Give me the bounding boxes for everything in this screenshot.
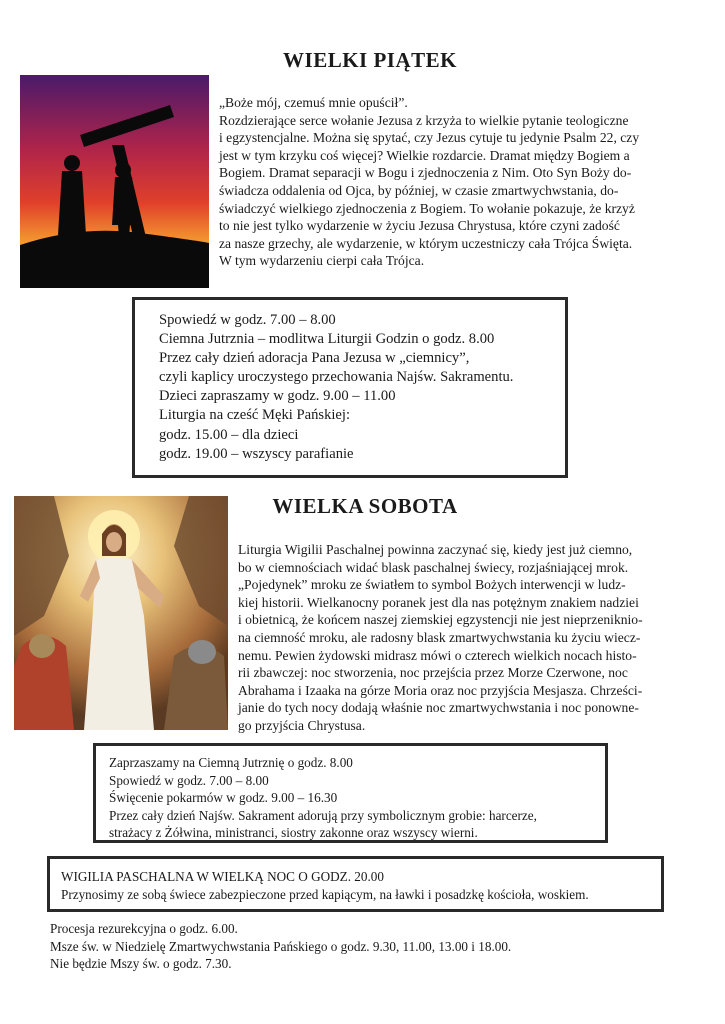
friday-para-line: za nasze grzechy, ale wydarzenie, w którym uczestniczy cała Trójca Święta. bbox=[219, 235, 633, 251]
saturday-para-line: go przyjścia Chrystusa. bbox=[238, 717, 366, 733]
saturday-para-line: janie do tych nocy dodają właśnie noc zmartwychwstania i noc ponowne- bbox=[238, 700, 639, 716]
schedule-line: godz. 19.00 – wszyscy parafianie bbox=[159, 445, 354, 462]
vigil-box bbox=[47, 856, 664, 912]
friday-para-line: świadcza oddalenia od Ojca, by później, w czasie zmartwychwstania, do- bbox=[219, 182, 619, 198]
schedule-line: Spowiedź w godz. 7.00 – 8.00 bbox=[159, 312, 336, 328]
friday-para-line: i egzystencjalne. Można się spytać, czy Jezus cytuje tu jedynie Psalm 22, czy bbox=[219, 130, 640, 146]
friday-para-line: Bogiem. Dramat separacji w Bogu i zjednoczenia z Nim. Oto Syn Boży do- bbox=[219, 165, 632, 181]
crucifixion-image bbox=[20, 75, 209, 288]
sunday-line: Nie będzie Mszy św. o godz. 7.30. bbox=[50, 956, 232, 971]
schedule-line: czyli kaplicy uroczystego przechowania Najśw. Sakramentu. bbox=[159, 369, 514, 386]
saturday-para-line: kiej historii. Wielkanocny poranek jest dla nas potężnym znakiem nadziei bbox=[238, 594, 639, 610]
schedule-line: Spowiedź w godz. 7.00 – 8.00 bbox=[109, 772, 269, 788]
saturday-para-line: bo w ciemnościach widać blask paschalnej świecy, rozjaśniającej mrok. bbox=[238, 559, 629, 575]
schedule-line: Dzieci zapraszamy w godz. 9.00 – 11.00 bbox=[159, 388, 396, 405]
schedule-line: Ciemna Jutrznia – modlitwa Liturgii Godzin o godz. 8.00 bbox=[159, 331, 495, 348]
saturday-para-line: i obietnicą, że końcem naszej ziemskiej egzystencji nie jest nieprzeniknio- bbox=[238, 612, 643, 628]
schedule-line: Liturgia na cześć Męki Pańskiej: bbox=[159, 407, 351, 424]
friday-para-line: jest w tym krzyku coś więcej? Wielkie rozdarcie. Dramat między Bogiem a bbox=[219, 147, 630, 163]
friday-para-line: Rozdzierające serce wołanie Jezusa z krzyża to wielkie pytanie teologiczne bbox=[219, 112, 629, 128]
friday-paragraph bbox=[219, 94, 666, 270]
friday-title: WIELKI PIĄTEK bbox=[283, 48, 457, 72]
vigil-note: Przynosimy ze sobą świece zabezpieczone przed kapiącym, na ławki i posadzkę kościoła, woskiem. bbox=[61, 887, 589, 902]
vigil-heading: WIGILIA PASCHALNA W WIELKĄ NOC O GODZ. 20.00 bbox=[61, 869, 384, 884]
schedule-line: strażacy z Żółwina, ministranci, siostry zakonne oraz wszyscy wierni. bbox=[109, 825, 478, 840]
friday-para-line: to nie jest tylko wydarzenie w życiu Jezusa Chrystusa, które czyni zadość bbox=[219, 218, 620, 234]
friday-schedule-box bbox=[132, 297, 568, 478]
saturday-para-line: Abrahama i Izaaka na górze Moria oraz noc przyjścia Mesjasza. Chrześci- bbox=[238, 682, 643, 698]
friday-para-line: „Boże mój, czemuś mnie opuścił”. bbox=[219, 95, 408, 110]
schedule-line: Święcenie pokarmów w godz. 9.00 – 16.30 bbox=[109, 790, 338, 805]
saturday-title: WIELKA SOBOTA bbox=[272, 494, 458, 518]
schedule-line: Przez cały dzień Najśw. Sakrament adorują przy symbolicznym grobie: harcerze, bbox=[109, 807, 537, 823]
saturday-para-line: Liturgia Wigilii Paschalnej powinna zaczynać się, kiedy jest już ciemno, bbox=[238, 542, 633, 557]
sunday-line: Procesja rezurekcyjna o godz. 6.00. bbox=[50, 921, 238, 936]
saturday-para-line: rii zbawczej: noc stworzenia, noc przejścia przez Morze Czerwone, noc bbox=[238, 665, 628, 681]
sunday-line: Msze św. w Niedzielę Zmartwychwstania Pańskiego o godz. 9.30, 11.00, 13.00 i 18.00. bbox=[50, 938, 512, 954]
saturday-schedule-box bbox=[93, 743, 608, 843]
friday-para-line: świadczyć wielkiego zjednoczenia z Bogiem. To wołanie pokazuje, że krzyż bbox=[219, 200, 635, 216]
sunday-info bbox=[50, 920, 690, 973]
friday-para-line: W tym wydarzeniu cierpi cała Trójca. bbox=[219, 253, 425, 269]
resurrection-image bbox=[14, 496, 228, 730]
schedule-line: Przez cały dzień adoracja Pana Jezusa w „ciemnicy”, bbox=[159, 350, 470, 367]
schedule-line: Zaprzaszamy na Ciemną Jutrznię o godz. 8.00 bbox=[109, 755, 353, 770]
saturday-para-line: na ciemność mroku, ale radosny blask zmartwychwstania ku życiu wiecz- bbox=[238, 629, 641, 645]
saturday-para-line: nemu. Pewien żydowski midrasz mówi o czterech wielkich nocach histo- bbox=[238, 647, 637, 663]
schedule-line: godz. 15.00 – dla dzieci bbox=[159, 426, 299, 443]
saturday-paragraph bbox=[238, 541, 666, 735]
saturday-para-line: „Pojedynek” mroku ze światłem to symbol Bożych interwencji w ludz- bbox=[238, 577, 626, 593]
